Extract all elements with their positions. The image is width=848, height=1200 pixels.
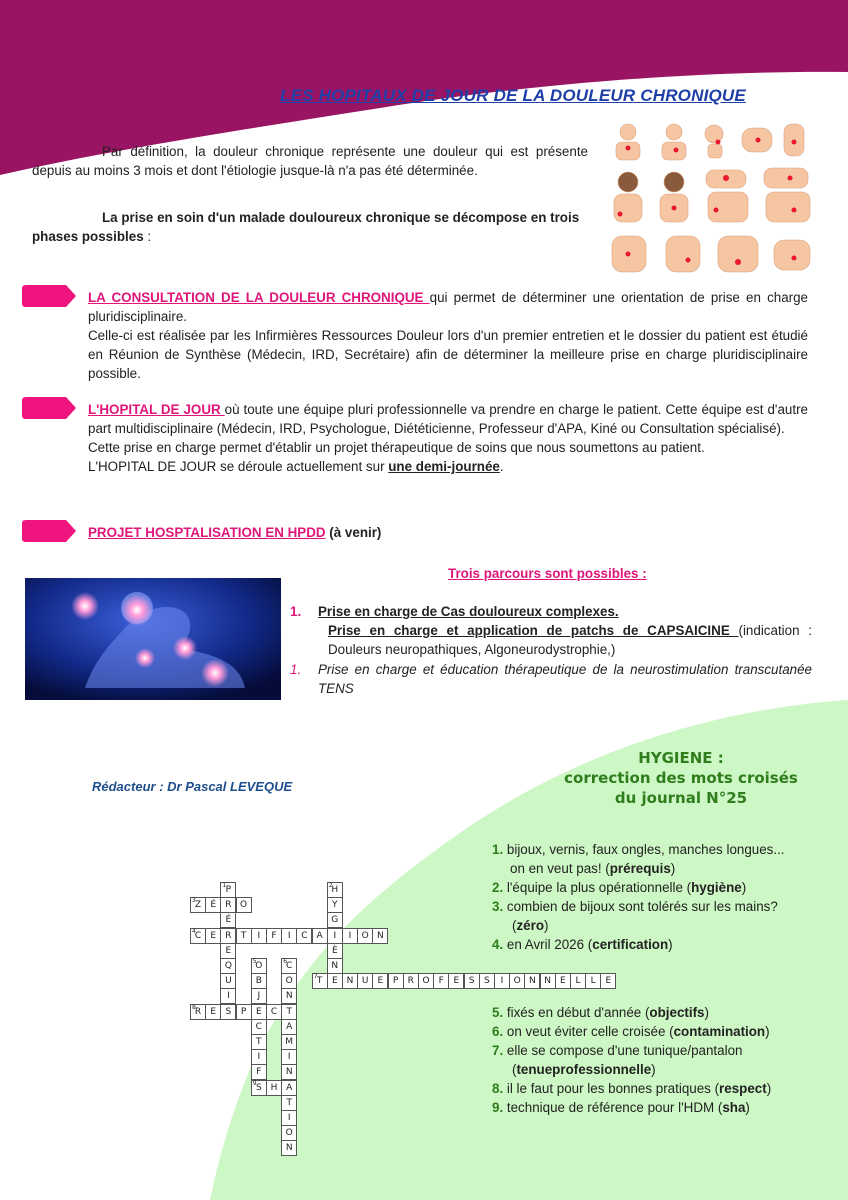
clue-number: 5. — [492, 1005, 507, 1020]
crossword-clue-number: 7 — [313, 973, 318, 981]
section-consultation — [88, 288, 808, 383]
crossword-cell: T — [281, 1095, 297, 1111]
clue-number: 2. — [492, 880, 507, 895]
crossword-cell: R 8 — [190, 1004, 206, 1020]
crossword-cell: N — [540, 973, 556, 989]
section-projet — [88, 523, 808, 542]
crossword-clue-number: 1 — [222, 882, 227, 889]
crossword-cell: E — [205, 928, 221, 944]
crossword-clue-number: 2 — [328, 882, 333, 889]
crossword-cell: J — [251, 988, 267, 1004]
parcours-number-2: 1. — [290, 662, 302, 677]
clue-text: en Avril 2026 ( — [506, 937, 593, 952]
clue-number: 3. — [492, 899, 507, 914]
section-projet-suffix: (à venir) — [325, 525, 382, 540]
crossword-cell: T 7 — [312, 973, 328, 989]
section-projet-heading: PROJET HOSPTALISATION EN HPDD — [88, 525, 326, 540]
crossword-clue-number: 9 — [252, 1079, 257, 1087]
crossword-cell: I — [281, 1049, 297, 1065]
parcours-item-2 — [290, 660, 812, 698]
section-hdj-heading: L'HOPITAL DE JOUR — [88, 402, 225, 417]
crossword-cell: Q — [220, 958, 236, 974]
section-hopital-de-jour — [88, 400, 808, 476]
crossword-cell: C — [251, 1019, 267, 1035]
crossword-cell: L — [570, 973, 586, 989]
section-hdj-text3: L'HOPITAL DE JOUR se déroule actuellement sur — [88, 459, 389, 474]
crossword-cell: S — [220, 1004, 236, 1020]
phases-colon: : — [143, 229, 152, 244]
hygiene-heading — [540, 748, 822, 808]
clue-answer: sha — [722, 1100, 746, 1115]
clue-number: 8. — [492, 1081, 507, 1096]
clue-answer: objectifs — [649, 1005, 705, 1020]
crossword-cell: F — [251, 1064, 267, 1080]
crossword-cell: O — [281, 1125, 297, 1141]
crossword-cell: S — [464, 973, 480, 989]
crossword-cell: S 9 — [251, 1080, 267, 1096]
clue-text-line2: (zéro) — [512, 918, 549, 933]
crossword-cell: I — [342, 928, 358, 944]
clue-answer: respect — [719, 1081, 767, 1096]
crossword-cell: Y — [327, 897, 343, 913]
crossword-cell: P — [236, 1004, 252, 1020]
crossword-clue-number: 3 — [192, 897, 196, 905]
clue-number: 1. — [492, 842, 507, 857]
crossword-cell: I — [251, 1049, 267, 1065]
page-title: LES HOPITAUX DE JOUR DE LA DOULEUR CHRONIQUE — [280, 86, 746, 105]
crossword-cell: O 5 — [251, 958, 267, 974]
crossword-cell: C 6 — [281, 958, 297, 974]
pink-arrow-icon — [22, 285, 78, 307]
clue-number: 4. — [492, 937, 507, 952]
crossword-cell: E — [220, 943, 236, 959]
crossword-cell: N — [281, 1064, 297, 1080]
crossword-cell: A — [281, 1080, 297, 1096]
parcours-item-1-text: Prise en charge de Cas douloureux complexes. — [318, 604, 619, 619]
clue-text: elle se compose d'une tunique/pantalon — [506, 1043, 743, 1058]
clue-item: 5. fixés en début d'année (objectifs) — [492, 1005, 709, 1020]
section-hdj-period: . — [499, 459, 504, 474]
crossword-cell: P 1 — [220, 882, 236, 898]
crossword-cell: C 4 — [190, 928, 206, 944]
section-consultation-heading: LA CONSULTATION DE LA DOULEUR CHRONIQUE — [88, 290, 430, 305]
crossword-cell: H — [266, 1080, 282, 1096]
crossword-cell: È — [327, 943, 343, 959]
crossword-cell: E — [555, 973, 571, 989]
clue-answer: certification — [592, 937, 669, 952]
crossword-cell: A — [312, 928, 328, 944]
clue-item: 4. en Avril 2026 (certification) — [492, 937, 673, 952]
clue-text: bijoux, vernis, faux ongles, manches longues... — [506, 842, 785, 857]
parcours-number-1: 1. — [290, 604, 302, 619]
clue-number: 6. — [492, 1024, 507, 1039]
crossword-cell: N — [342, 973, 358, 989]
clue-text-line2: (tenueprofessionnelle) — [512, 1062, 656, 1077]
parcours-item-1b-text: Prise en charge et application de patchs de CAPSAICINE — [328, 623, 739, 638]
clue-number: 7. — [492, 1043, 507, 1058]
phases-text: La prise en soin d'un malade douloureux chronique se décompose en trois phases possibles — [32, 210, 580, 244]
crossword-cell: I — [327, 928, 343, 944]
section-hdj-text1: où toute une équipe pluri professionnelle va prendre en charge le patient. Cette équipe est d'autre part multidisciplinaire (Médecin, IRD, Psychologue, Diététicienne, Professeur d'APA, Kiné ou Consultation spécialisé). — [88, 402, 808, 436]
crossword-cell: E — [448, 973, 464, 989]
clue-answer: hygiène — [691, 880, 742, 895]
crossword-cell: E — [251, 1004, 267, 1020]
crossword-cell: F — [433, 973, 449, 989]
crossword-cell: B — [251, 973, 267, 989]
crossword-cell: I — [281, 928, 297, 944]
clue-text: technique de référence pour l'HDM ( — [506, 1100, 723, 1115]
clue-text: on veut éviter celle croisée ( — [506, 1024, 674, 1039]
pink-arrow-icon — [22, 520, 78, 542]
pain-body-image — [25, 578, 281, 700]
crossword-cell: E — [205, 1004, 221, 1020]
crossword-cell: N — [372, 928, 388, 944]
parcours-title: Trois parcours sont possibles : — [448, 566, 647, 581]
crossword-cell: E — [327, 973, 343, 989]
clue-item: 6. on veut éviter celle croisée (contamination) — [492, 1024, 770, 1039]
crossword-cell: O — [357, 928, 373, 944]
crossword-cell: F — [266, 928, 282, 944]
crossword-cell: M — [281, 1034, 297, 1050]
crossword-cell: A — [281, 1019, 297, 1035]
crossword-cell: U — [357, 973, 373, 989]
crossword-cell: T — [281, 1004, 297, 1020]
crossword-cell: N — [281, 1140, 297, 1156]
crossword-cell: I — [220, 988, 236, 1004]
body-pain-illustration — [608, 120, 818, 275]
crossword-cell: C — [266, 1004, 282, 1020]
phases-paragraph — [32, 208, 588, 246]
crossword-clue-number: 8 — [192, 1003, 196, 1011]
crossword-cell: N — [524, 973, 540, 989]
clue-answer: prérequis — [609, 861, 671, 876]
crossword-cell: H 2 — [327, 882, 343, 898]
crossword-cell: G — [327, 912, 343, 928]
redacteur: Rédacteur : Dr Pascal LEVEQUE — [92, 779, 293, 794]
parcours-item-1c-text: (indication : Douleurs neuropathiques, Algoneurodystrophie,) — [328, 623, 812, 657]
clue-item: 8. il le faut pour les bonnes pratiques (respect) — [492, 1081, 772, 1096]
crossword-cell: U — [220, 973, 236, 989]
clue-answer: contamination — [673, 1024, 766, 1039]
clue-text: fixés en début d'année ( — [506, 1005, 650, 1020]
crossword-cell: R — [220, 897, 236, 913]
clue-text: combien de bijoux sont tolérés sur les mains? — [506, 899, 778, 914]
crossword-cell: R — [403, 973, 419, 989]
parcours-item-1 — [290, 602, 812, 662]
crossword-cell: E — [372, 973, 388, 989]
crossword-cell: I — [494, 973, 510, 989]
clue-item: 9. technique de référence pour l'HDM (sha) — [492, 1100, 750, 1115]
crossword-cell: O — [236, 897, 252, 913]
pink-arrow-icon — [22, 397, 78, 419]
section-consultation-text1: qui permet de déterminer une orientation de prise en charge pluridisciplinaire. — [88, 290, 809, 324]
crossword-cell: N — [327, 958, 343, 974]
clue-text-line2: on en veut pas! (prérequis) — [510, 861, 676, 876]
crossword-cell: N — [281, 988, 297, 1004]
intro-paragraph — [32, 142, 588, 180]
crossword-clue-number: 6 — [283, 958, 288, 965]
section-hdj-text2: Cette prise en charge permet d'établir un projet thérapeutique de soins que nous soumettons au patient. — [88, 440, 705, 455]
crossword-cell: T — [236, 928, 252, 944]
hygiene-title-2: correction des mots croisés — [564, 769, 798, 787]
crossword-cell: C — [296, 928, 312, 944]
crossword-clue-number: 4 — [192, 927, 196, 935]
crossword-cell: O — [281, 973, 297, 989]
section-hdj-demi-journee: une demi-journée — [388, 459, 500, 474]
crossword-cell: L — [585, 973, 601, 989]
clue-answer: zéro — [516, 918, 545, 933]
clue-item — [492, 840, 822, 878]
intro-text: Par définition, la douleur chronique représente une douleur qui est présente depuis au moins 3 mois et dont l'étiologie jusque-là n'a pas été déterminée. — [32, 144, 588, 178]
crossword-cell: T — [251, 1034, 267, 1050]
crossword-cell: R — [220, 928, 236, 944]
clue-number: 9. — [492, 1100, 507, 1115]
crossword-cell: É — [205, 897, 221, 913]
clue-answer: tenueprofessionnelle — [516, 1062, 652, 1077]
crossword-cell: S — [479, 973, 495, 989]
crossword-cell: I — [281, 1110, 297, 1126]
clue-text: il le faut pour les bonnes pratiques ( — [506, 1081, 720, 1096]
hygiene-title-1: HYGIENE : — [638, 749, 724, 767]
crossword-cell: E — [600, 973, 616, 989]
parcours-item-2-text: Prise en charge et éducation thérapeutique de la neurostimulation transcutanée TENS — [318, 662, 812, 696]
clue-item: 2. l'équipe la plus opérationnelle (hygiène) — [492, 880, 747, 895]
clue-text: l'équipe la plus opérationnelle ( — [506, 880, 692, 895]
crossword-clue-number: 5 — [252, 958, 257, 965]
crossword-grid — [190, 882, 612, 1154]
crossword-cell: O — [509, 973, 525, 989]
crossword-cell: O — [418, 973, 434, 989]
crossword-cell: I — [251, 928, 267, 944]
section-consultation-text2: Celle-ci est réalisée par les Infirmières Ressources Douleur lors d'un premier entretien et le dossier du patient est étudié en Réunion de Synthèse (Médecin, IRD, Secrétaire) afin de déterminer la meilleure prise en charge pluridisciplinaire possible. — [88, 328, 808, 381]
crossword-cell: Z 3 — [190, 897, 206, 913]
crossword-cell: P — [388, 973, 404, 989]
crossword-cell: É — [220, 912, 236, 928]
hygiene-title-3: du journal N°25 — [614, 789, 748, 807]
